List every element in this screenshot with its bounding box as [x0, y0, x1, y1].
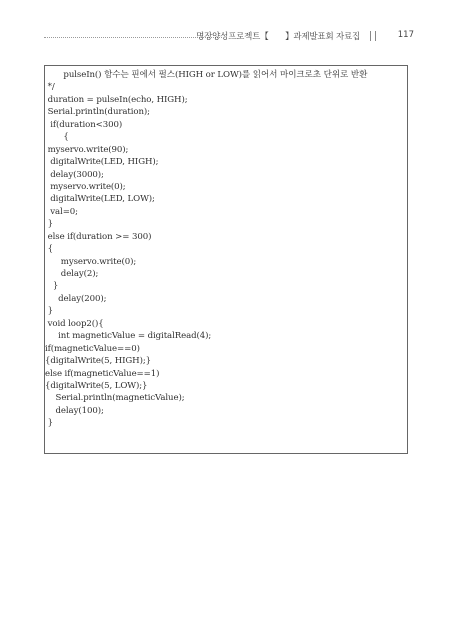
code-line: void loop2(){: [45, 318, 104, 329]
code-line: if(duration<300): [45, 119, 123, 130]
code-line: myservo.write(0);: [45, 256, 137, 267]
code-line: }: [45, 418, 53, 429]
code-line: digitalWrite(LED, HIGH);: [45, 157, 159, 168]
code-box: [44, 65, 408, 454]
code-line: {digitalWrite(5, LOW);}: [45, 380, 148, 391]
code-line: delay(200);: [45, 293, 107, 304]
code-line: }: [45, 306, 53, 317]
code-line: delay(100);: [45, 405, 104, 416]
code-line: */: [45, 82, 55, 93]
code-line: myservo.write(90);: [45, 144, 129, 155]
code-line: duration = pulseIn(echo, HIGH);: [45, 94, 188, 105]
code-line: }: [45, 219, 53, 230]
page-header: [44, 30, 414, 44]
code-line: if(magneticValue==0): [45, 343, 140, 354]
code-line: val=0;: [45, 206, 78, 217]
page-number: 117: [397, 30, 414, 40]
code-line: }: [45, 281, 59, 292]
code-listing: [45, 69, 407, 430]
code-line: int magneticValue = digitalRead(4);: [45, 331, 212, 342]
code-line: Serial.println(magneticValue);: [45, 393, 185, 404]
code-line: delay(3000);: [45, 169, 104, 180]
code-line: else if(magneticValue==1): [45, 368, 160, 379]
header-title: 명장양성프로젝트【 】과제발표회 자료집: [196, 32, 360, 42]
code-line: Serial.println(duration);: [45, 107, 150, 118]
code-line: {: [45, 132, 69, 143]
code-line: {digitalWrite(5, HIGH);}: [45, 356, 151, 367]
header-separator: [370, 31, 376, 41]
code-line: pulseIn() 함수는 핀에서 펄스(HIGH or LOW)를 읽어서 마이크로초 단위로 반환: [45, 70, 368, 80]
code-line: else if(duration >= 300): [45, 231, 152, 242]
code-line: {: [45, 244, 53, 255]
code-line: delay(2);: [45, 269, 99, 279]
code-line: digitalWrite(LED, LOW);: [45, 194, 155, 205]
code-line: myservo.write(0);: [45, 181, 126, 192]
